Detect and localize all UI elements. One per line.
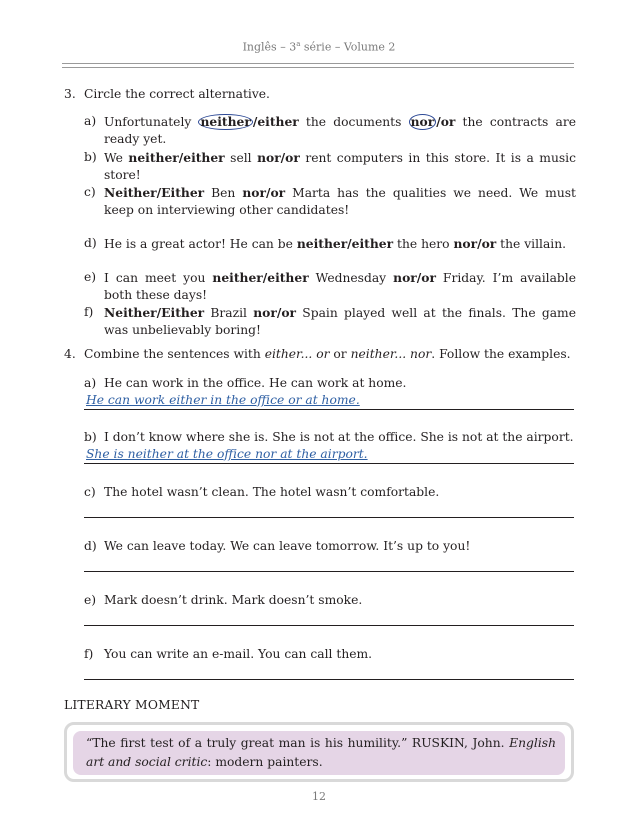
q4-answer-line-f[interactable]: [84, 679, 574, 680]
q4-answer-line-e[interactable]: [84, 625, 574, 626]
literary-quote: “The first test of a truly great man is his humility.” RUSKIN, John. English art and social critic: modern painters.: [86, 736, 556, 769]
q4-answer-b[interactable]: She is neither at the office nor at the airport.: [84, 446, 574, 464]
header-rule-bottom: [62, 67, 574, 68]
circled-neither[interactable]: neither: [200, 114, 251, 129]
literary-moment-title: LITERARY MOMENT: [64, 698, 200, 712]
page-number: 12: [312, 790, 326, 803]
q4-answer-line-c[interactable]: [84, 517, 574, 518]
circled-nor[interactable]: nor: [410, 114, 435, 129]
running-header: Inglês – 3$^a$ série – Volume 2: [242, 40, 396, 54]
question-3-instruction: 3. Circle the correct alternative.: [64, 87, 270, 101]
q4-answer-a[interactable]: He can work either in the office or at home.: [84, 392, 574, 410]
header-rule-top: [62, 63, 574, 64]
q4-answer-line-d[interactable]: [84, 571, 574, 572]
question-4-instruction: 4. Combine the sentences with either... or or neither... nor. Follow the examples.: [64, 347, 571, 361]
